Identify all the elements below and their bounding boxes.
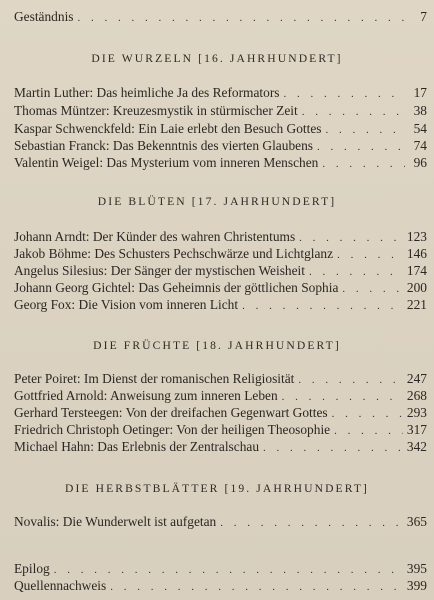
entry-title: Peter Poiret: Im Dienst der romanischen Religiosität: [14, 371, 295, 386]
entry-title: Kaspar Schwenckfeld: Ein Laie erlebt den Besuch Gottes: [14, 121, 322, 136]
toc-entry: [14, 262, 427, 280]
entry-page-number: 74: [413, 138, 427, 153]
dot-leader: [220, 514, 403, 532]
entry-title: Sebastian Franck: Das Bekenntnis des vierten Glaubens: [14, 138, 313, 153]
entry-page-number: 54: [413, 121, 427, 136]
toc-entry: [14, 120, 427, 138]
dot-leader: [110, 578, 403, 596]
section-heading-fruechte: DIE FRÜCHTE [18. JAHRHUNDERT]: [93, 339, 341, 352]
entry-page-number: 395: [406, 561, 427, 576]
toc-entry: [14, 387, 427, 405]
toc-entry: [14, 245, 427, 263]
toc-entry: [14, 228, 427, 246]
entry-page-number: 221: [406, 297, 427, 312]
toc-entry: [14, 370, 427, 388]
toc-entry: [14, 279, 427, 297]
entry-page-number: 317: [406, 422, 427, 437]
entry-page-number: 342: [406, 439, 427, 454]
toc-entry-gestaendnis: [14, 8, 427, 26]
section-heading-blueten: DIE BLÜTEN [17. JAHRHUNDERT]: [97, 195, 337, 208]
entry-title: Geständnis: [14, 9, 74, 24]
toc-entry: [14, 137, 427, 155]
entry-page-number: 365: [406, 514, 427, 529]
entry-page-number: 38: [413, 103, 427, 118]
section-heading-wurzeln: DIE WURZELN [16. JAHRHUNDERT]: [91, 52, 343, 65]
entry-page-number: 17: [413, 85, 427, 100]
entry-title: Johann Georg Gichtel: Das Geheimnis der göttlichen Sophia: [14, 280, 339, 295]
entry-title: Johann Arndt: Der Künder des wahren Christentums: [14, 229, 296, 244]
dot-leader: [242, 297, 403, 315]
entry-page-number: 7: [420, 9, 427, 24]
toc-entry: [14, 438, 427, 456]
entry-page-number: 123: [406, 229, 427, 244]
toc-entry: [14, 84, 427, 102]
toc-entry: [14, 404, 427, 422]
entry-page-number: 293: [406, 405, 427, 420]
entry-title: Novalis: Die Wunderwelt ist aufgetan: [14, 514, 217, 529]
entry-page-number: 146: [406, 246, 427, 261]
toc-entry: [14, 421, 427, 439]
entry-page-number: 174: [406, 263, 427, 278]
entry-page-number: 399: [406, 578, 427, 593]
entry-title: Gottfried Arnold: Anweisung zum inneren Leben: [14, 388, 278, 403]
entry-title: Epilog: [14, 561, 50, 576]
toc-entry: [14, 102, 427, 120]
toc-entry-epilog: [14, 560, 427, 578]
entry-title: Georg Fox: Die Vision vom inneren Licht: [14, 297, 239, 312]
entry-title: Thomas Müntzer: Kreuzesmystik in stürmischer Zeit: [14, 103, 298, 118]
entry-title: Quellennachweis: [14, 578, 107, 593]
entry-page-number: 200: [406, 280, 427, 295]
entry-page-number: 96: [413, 155, 427, 170]
dot-leader: [78, 9, 405, 27]
section-heading-herbstblaetter: DIE HERBSTBLÄTTER [19. JAHRHUNDERT]: [64, 482, 370, 495]
entry-page-number: 247: [406, 371, 427, 386]
entry-title: Jakob Böhme: Des Schusters Pechschwärze und Lichtglanz: [14, 246, 334, 261]
entry-title: Friedrich Christoph Oetinger: Von der heiligen Theosophie: [14, 422, 331, 437]
entry-title: Martin Luther: Das heimliche Ja des Reformators: [14, 85, 280, 100]
entry-title: Angelus Silesius: Der Sänger der mystischen Weisheit: [14, 263, 305, 278]
entry-title: Gerhard Tersteegen: Von der dreifachen Gegenwart Gottes: [14, 405, 328, 420]
dot-leader: [263, 439, 403, 457]
entry-page-number: 268: [406, 388, 427, 403]
toc-entry: [14, 296, 427, 314]
dot-leader: [322, 155, 405, 173]
dot-leader: [284, 85, 405, 103]
dot-leader: [302, 103, 405, 121]
toc-entry: [14, 154, 427, 172]
entry-title: Michael Hahn: Das Erlebnis der Zentralschau: [14, 439, 260, 454]
toc-entry: [14, 513, 427, 531]
entry-title: Valentin Weigel: Das Mysterium vom inneren Menschen: [14, 155, 319, 170]
toc-entry-quellennachweis: [14, 577, 427, 595]
